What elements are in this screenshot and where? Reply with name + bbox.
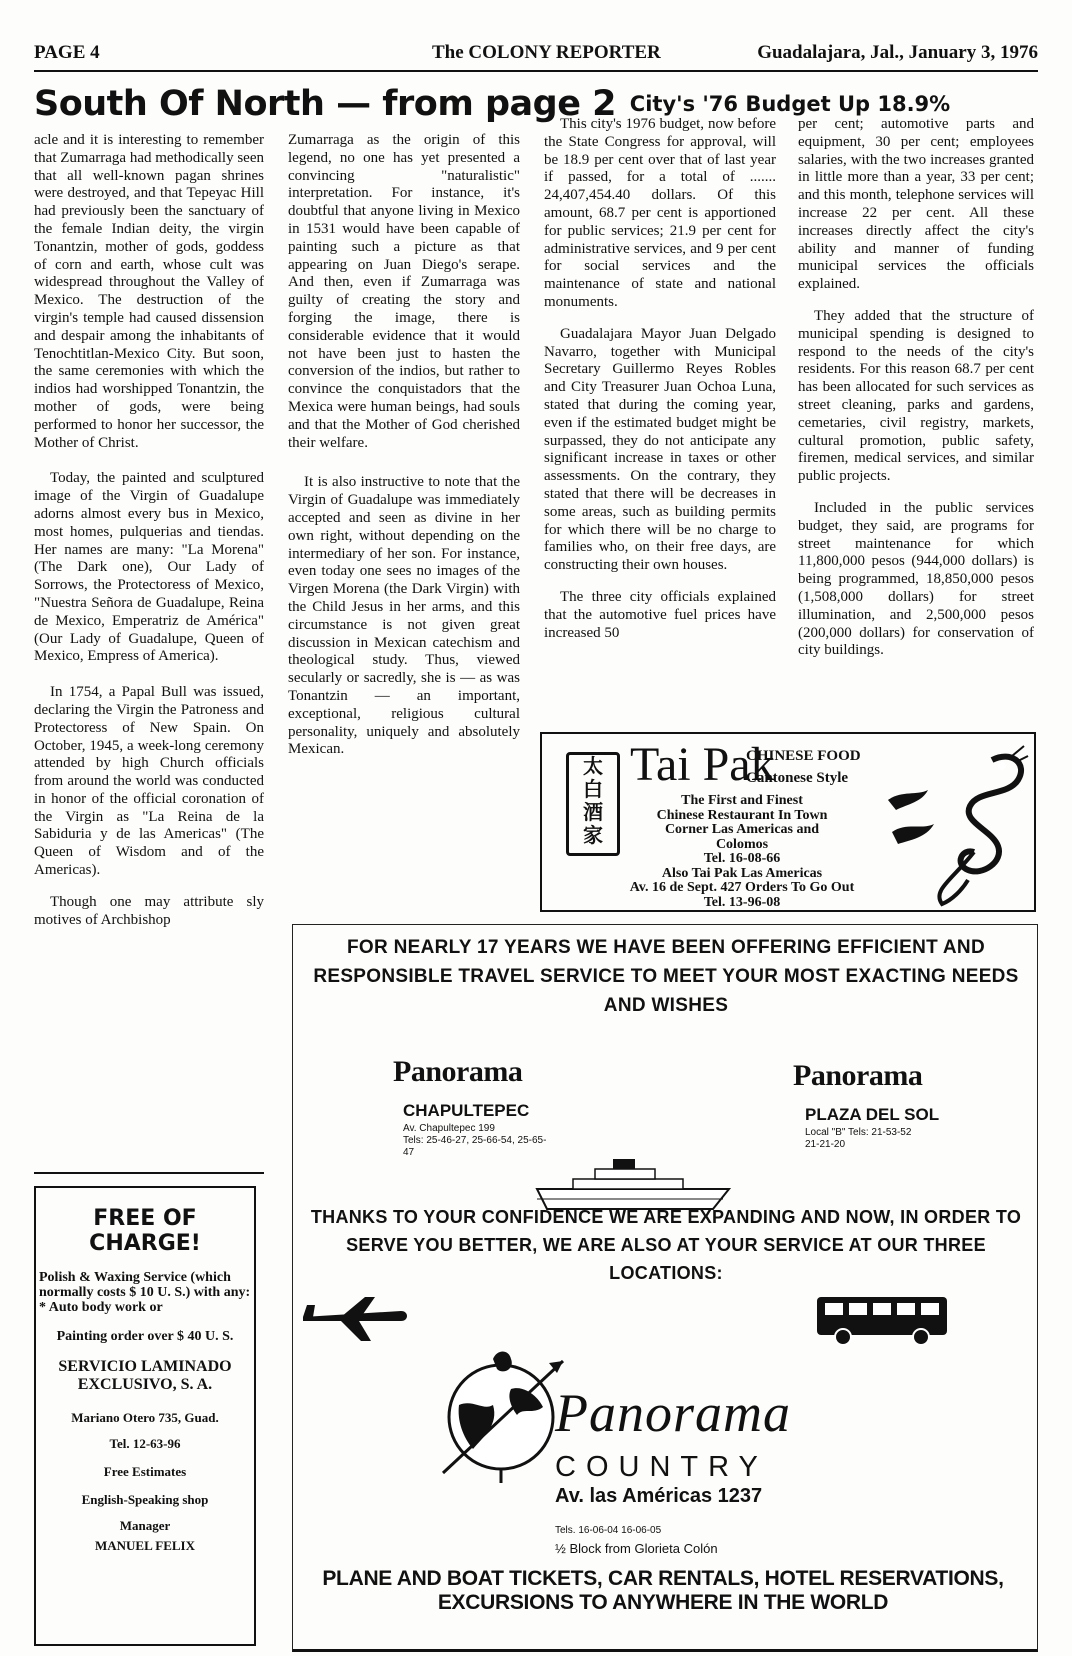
branch-chapultepec: CHAPULTEPEC bbox=[403, 1101, 530, 1120]
ad-cuisine-line-1: CHINESE FOOD bbox=[746, 748, 861, 764]
country-wordmark: COUNTRY bbox=[555, 1451, 768, 1483]
paragraph: It is also instructive to note that the Virgin of Guadalupe was immediately accepted and seen as divine in her own right, without depending on the intermediary of her son. For instance, even today one sees no images of the Virgen Morena (the Dark Virgin) with the Child Jesus in her arms, and this circumstance is not given great discussion in Mexican catechism and theological study. Thus, viewed secularly or sacredly, she is — as was Tonantzin — an important, exceptional, religious cultural personality, uniquely and absolutely Mexican. bbox=[288, 474, 520, 758]
paragraph: per cent; automotive parts and equipment, 30 per cent; employees salaries, with the two increases granted in little more than a year, 33 per cent; and this month, telephone services will increase 22 per cent. All these increases directly affect the city's ability and manner of funding municipal services the officials explained. bbox=[798, 116, 1034, 293]
ad-extra-1: Free Estimates bbox=[103, 1464, 187, 1479]
tai-pak-logo-text: Tai Pak bbox=[630, 738, 775, 791]
ad-title-line-1: FREE OF bbox=[93, 1206, 197, 1231]
ad-offer-text: Polish & Waxing Service (which normally costs $ 10 U. S.) with any: * Auto body work or bbox=[39, 1270, 251, 1315]
ad-company-name: SERVICIO LAMINADO EXCLUSIVO, S. A. bbox=[58, 1358, 232, 1393]
ad-panorama bbox=[292, 924, 1038, 1652]
ad-address: Mariano Otero 735, Guad. bbox=[71, 1410, 219, 1425]
header-rule bbox=[34, 70, 1038, 72]
article2-column-3 bbox=[544, 116, 776, 656]
article2-column-4 bbox=[798, 116, 1034, 674]
paragraph: Today, the painted and sculptured image of the Virgin of Guadalupe adorns almost every bus in Mexico, most homes, pulquerias and tiendas. Her names are many: "La Morena" (The Dark one), Our Lady of Sorrows, the Protectoress of Mexico, "Nuestra Señora de Guadalupe, Reina de Mexico, Emperatriz de América" (Our Lady of Guadalupe, Queen of Mexico, Empress of America). bbox=[34, 470, 264, 665]
ad-free-of-charge bbox=[34, 1186, 256, 1646]
article-headline-south-of-north: South Of North — from page 2 bbox=[34, 84, 616, 124]
dateline: Guadalajara, Jal., January 3, 1976 bbox=[757, 42, 1038, 63]
branch-plaza-del-sol: PLAZA DEL SOL bbox=[805, 1105, 940, 1124]
paragraph: Guadalajara Mayor Juan Delgado Navarro, together with Municipal Secretary Guillermo Reyes Robles and City Treasurer Juan Ochoa Luna, stated that during the coming year, even if the estimated budget might be surpassed, they do not anticipate any significant increase in taxes or other assessments. On the contrary, they stated that there will be decreases in some areas, such as building permits for which there will be no charge to families who, on their free days, are constructing their own houses. bbox=[544, 325, 776, 574]
ad-services-footer: PLANE AND BOAT TICKETS, CAR RENTALS, HOTEL RESERVATIONS, EXCURSIONS TO ANYWHERE IN THE WORLD bbox=[322, 1567, 1004, 1614]
panorama-logo-right: Panorama bbox=[793, 1059, 923, 1092]
column-rule bbox=[34, 1172, 264, 1174]
globe-rooster-logo-icon bbox=[433, 1345, 573, 1485]
article-headline-city-budget: City's '76 Budget Up 18.9% bbox=[629, 92, 951, 116]
article1-column-1 bbox=[34, 132, 264, 943]
ad-painting-text: Painting order over $ 40 U. S. bbox=[56, 1329, 234, 1344]
airplane-icon bbox=[301, 1295, 411, 1343]
panorama-script-logo: Panorama bbox=[555, 1383, 791, 1443]
panorama-logo-left: Panorama bbox=[393, 1055, 523, 1088]
ad-thanks-text: THANKS TO YOUR CONFIDENCE WE ARE EXPANDING AND NOW, IN ORDER TO SERVE YOU BETTER, WE ARE ALSO AT YOUR SERVICE AT OUR THREE LOCATIONS: bbox=[310, 1207, 1022, 1283]
branch-plaza-del-sol-phones: 21-21-20 bbox=[805, 1139, 846, 1150]
page-header bbox=[34, 42, 1038, 68]
chinese-seal-logo: 太 白 酒 家 bbox=[566, 752, 620, 856]
page-number: PAGE 4 bbox=[34, 42, 100, 63]
dragon-icon bbox=[882, 740, 1030, 908]
ad-manager-label: Manager bbox=[119, 1518, 171, 1533]
paragraph: Though one may attribute sly motives of Archbishop bbox=[34, 893, 264, 928]
ad-details: The First and Finest Chinese Restaurant In Town Corner Las Americas and Colomos Tel. 16-08-66 Also Tai Pak Las Americas Av. 16 de Sept. 427 Orders To Go Out Tel. 13-96-08 bbox=[629, 793, 855, 910]
ad-tai-pak bbox=[540, 732, 1036, 912]
paragraph: They added that the structure of municipal spending is designed to respond to the needs of the city's residents. For this reason 68.7 per cent has been allocated for such services as street cleaning, parks and gardens, cemetaries, civil registry, markets, cultural promotion, public safety, firemen, medical services, and similar public projects. bbox=[798, 307, 1034, 485]
ad-extra-2: English-Speaking shop bbox=[81, 1492, 209, 1507]
ad-manager-name: MANUEL FELIX bbox=[94, 1538, 196, 1553]
country-directions: ½ Block from Glorieta Colón bbox=[555, 1541, 718, 1556]
newspaper-name: The COLONY REPORTER bbox=[432, 42, 661, 63]
branch-chapultepec-address: Av. Chapultepec 199 bbox=[403, 1123, 495, 1134]
paragraph: In 1754, a Papal Bull was issued, declaring the Virgin the Patroness and Protectoress of New Spain. On October, 1945, a week-long ceremony attended by high Church officials from around the world was conducted in honor of the official coronation of the Virgin as "La Reina de la Sabiduria y de las Americas" (The Queen of Wisdom and of the Americas). bbox=[34, 684, 264, 879]
paragraph: Zumarraga as the origin of this legend, no one has yet presented a convincing "naturalistic" interpretation. For instance, it's doubtful that anyone living in Mexico in 1531 would have been capable of painting such a picture as that appearing on Juan Diego's serape. And then, even if Zumarraga was guilty of creating the story and forging the image, there is considerable evidence that it would not have been just to hasten the conversion of the indios, but rather to convince the conquistadors that the Mexica were human beings, had souls and that the Mother of God cherished their welfare. bbox=[288, 132, 520, 451]
country-address: Av. las Américas 1237 bbox=[555, 1485, 763, 1507]
ad-intro-text: FOR NEARLY 17 YEARS WE HAVE BEEN OFFERING EFFICIENT AND RESPONSIBLE TRAVEL SERVICE TO MEET YOUR MOST EXACTING NEEDS AND WISHES bbox=[313, 937, 1019, 1016]
branch-plaza-del-sol-address: Local "B" Tels: 21-53-52 bbox=[805, 1127, 912, 1138]
paragraph: The three city officials explained that the automotive fuel prices have increased 50 bbox=[544, 588, 776, 641]
country-phones: Tels. 16-06-04 16-06-05 bbox=[555, 1525, 662, 1536]
paragraph: acle and it is interesting to remember that Zumarraga had methodically seen that all well-known pagan shrines were destroyed, and that Tepeyac Hill had previously been the sanctuary of the female Indian deity, the virgin Tonantzin, mother of gods, goddess of corn and earth, whose cult was widespread throughout the Valley of Mexico. The destruction of the virgin's temple had caused dissension and despair among the inhabitants of Tenochtitlan-Mexico City. But soon, the same ceremonies with which the indios had worshipped Tonantzin, the mother of gods, were being performed to honor her successor, the Mother of Christ. bbox=[34, 132, 264, 451]
ad-phone: Tel. 12-63-96 bbox=[109, 1436, 181, 1451]
bus-icon bbox=[813, 1291, 953, 1347]
branch-chapultepec-phones: Tels: 25-46-27, 25-66-54, 25-65-47 bbox=[403, 1135, 547, 1158]
paragraph: This city's 1976 budget, now before the State Congress for approval, will be 18.9 per cent over that of last year if passed, for a total of ....... 24,407,454.40 dollars. Of this amount, 68.7 per cent is apportioned for public services; 21.9 per cent for administrative services, and 9 per cent for social services and the maintenance of state and national monuments. bbox=[544, 116, 776, 310]
article1-column-2 bbox=[288, 132, 520, 773]
ad-cuisine-line-2: Cantonese Style bbox=[746, 770, 849, 786]
paragraph: Included in the public services budget, they said, are programs for street maintenance for which 11,800,000 pesos (944,000 dollars) is being programmed, 18,850,000 pesos (1,508,000 dollars) for street illumination, and 2,500,000 pesos (200,000 dollars) for conservation of city buildings. bbox=[798, 499, 1034, 659]
ad-title-line-2: CHARGE! bbox=[89, 1231, 201, 1256]
